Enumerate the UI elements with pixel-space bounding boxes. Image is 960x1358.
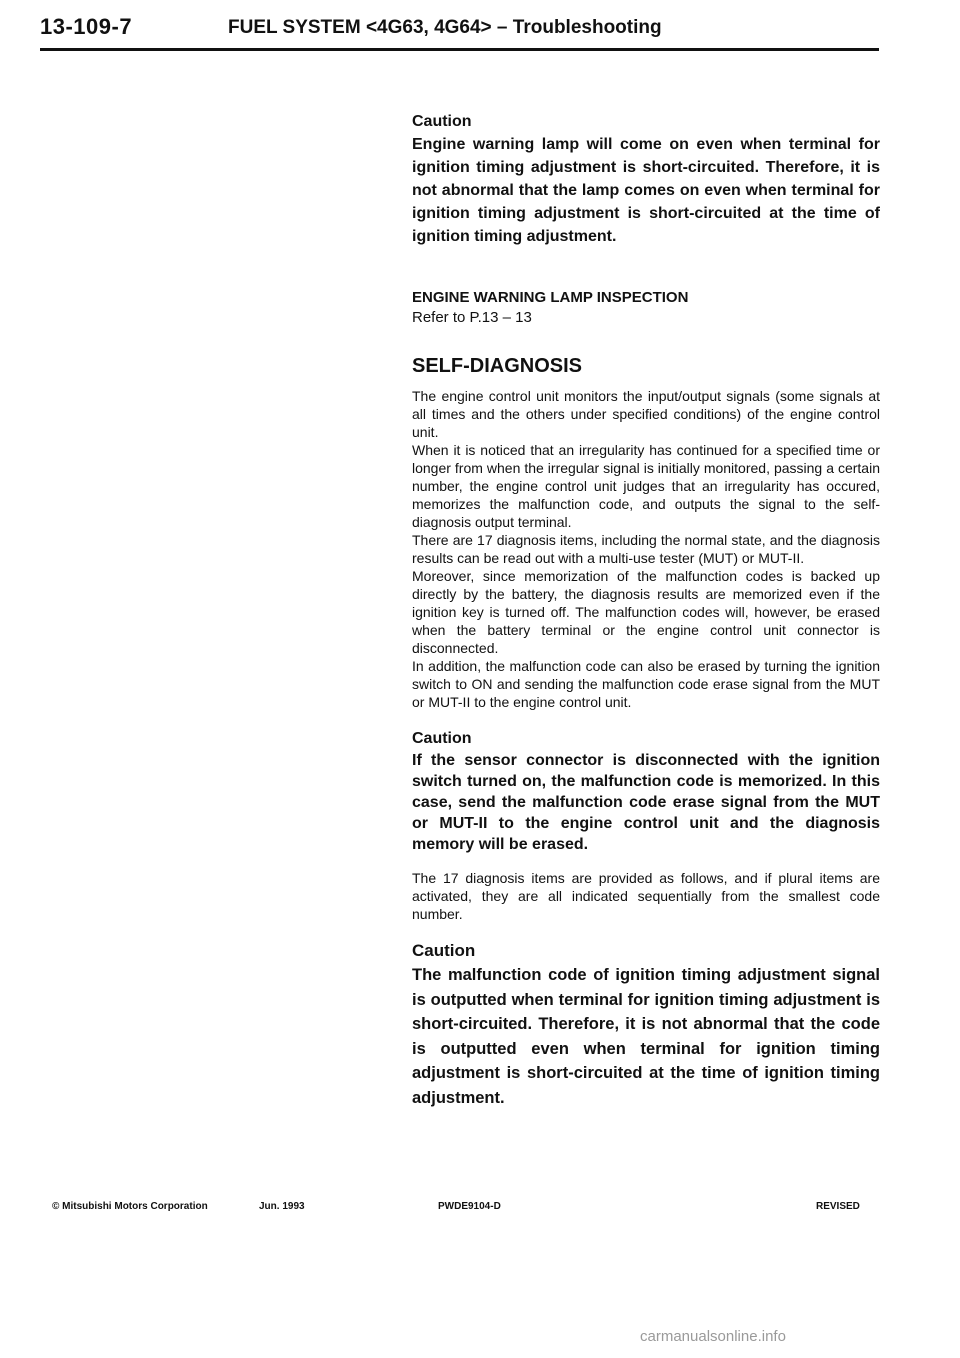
- body-paragraph: The engine control unit monitors the input/output signals (some signals at all times and the others under specified conditions) of the engine control unit.: [412, 388, 880, 440]
- lamp-inspection-reference: Refer to P.13 – 13: [412, 309, 532, 326]
- diagnosis-items-note: [412, 869, 880, 923]
- caution-title: Caution: [412, 113, 472, 130]
- watermark: carmanualsonline.info: [640, 1328, 786, 1345]
- footer-document-code: PWDE9104-D: [438, 1201, 501, 1212]
- page-number: 13-109-7: [40, 14, 133, 39]
- caution-title: Caution: [412, 941, 476, 960]
- page-title: FUEL SYSTEM <4G63, 4G64> – Troubleshooting: [228, 17, 662, 38]
- footer-copyright: © Mitsubishi Motors Corporation: [52, 1201, 208, 1212]
- self-diagnosis-body: [412, 387, 880, 711]
- main-content: [412, 110, 880, 1110]
- caution-text: If the sensor connector is disconnected with the ignition switch turned on, the malfunction code is memorized. In this case, send the malfunction code erase signal from the MUT or MUT-II to the engine control unit and the diagnosis memory will be erased.: [412, 752, 880, 853]
- body-paragraph: Moreover, since memorization of the malfunction codes is backed up directly by the battery, the diagnosis results are memorized even if the ignition key is turned off. The malfunction codes will, however, be erased when the battery terminal or the engine control unit connector is disconnected.: [412, 568, 880, 656]
- self-diagnosis-heading: SELF-DIAGNOSIS: [412, 355, 583, 377]
- caution-block-3: [412, 939, 880, 1110]
- body-paragraph: The 17 diagnosis items are provided as follows, and if plural items are activated, they are all indicated sequentially from the smallest code number.: [412, 870, 880, 922]
- body-paragraph: When it is noticed that an irregularity has continued for a specified time or longer from when the irregular signal is initially monitored, passing a certain number, the engine control unit judges that an irregularity has occured, memorizes the malfunction code, and outputs the signal to the self-diagnosis output terminal.: [412, 442, 880, 530]
- caution-title: Caution: [412, 730, 472, 747]
- footer-revision: REVISED: [816, 1201, 860, 1212]
- body-paragraph: In addition, the malfunction code can also be erased by turning the ignition switch to ON and sending the malfunction code erase signal from the MUT or MUT-II to the engine control unit.: [412, 658, 880, 710]
- header-rule: [40, 48, 879, 51]
- caution-block-1: [412, 110, 880, 248]
- lamp-inspection-heading: ENGINE WARNING LAMP INSPECTION: [412, 289, 689, 306]
- caution-text: The malfunction code of ignition timing adjustment signal is outputted when terminal for ignition timing adjustment is short-circuited. Therefore, it is not abnormal that the code is outputted even when terminal for ignition timing adjustment is short-circuited at the time of ignition timing adjustment.: [412, 966, 880, 1107]
- footer-date: Jun. 1993: [259, 1201, 305, 1212]
- caution-text: Engine warning lamp will come on even when terminal for ignition timing adjustment is short-circuited. Therefore, it is not abnormal that the lamp comes on even when terminal for ignition timing adjustment is short-circuited at the time of ignition timing adjustment.: [412, 136, 880, 245]
- body-paragraph: There are 17 diagnosis items, including the normal state, and the diagnosis results can be read out with a multi-use tester (MUT) or MUT-II.: [412, 532, 880, 566]
- caution-block-2: [412, 727, 880, 855]
